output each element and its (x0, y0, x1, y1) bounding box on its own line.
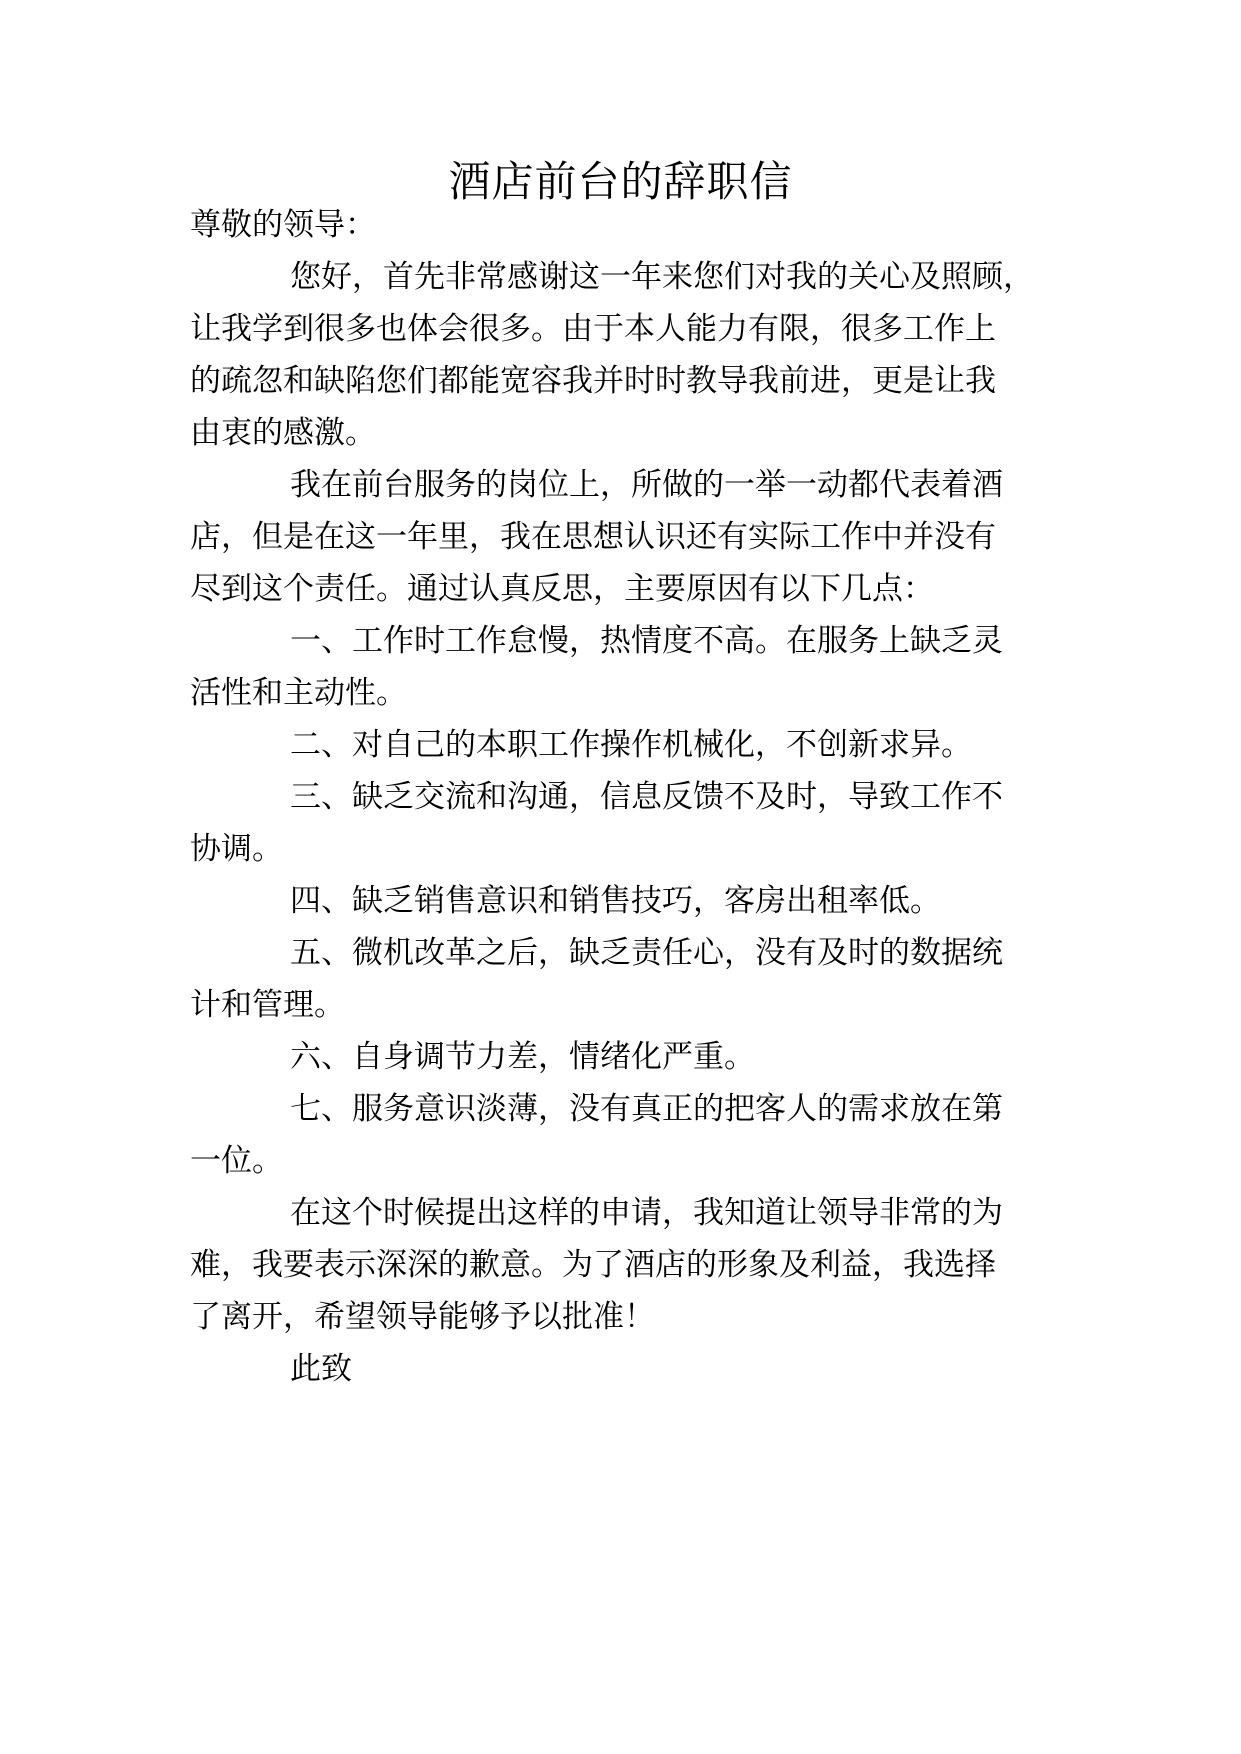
closing-line: 此致 (290, 1351, 352, 1387)
paragraph-line: 由衷的感激。 (190, 415, 376, 451)
list-item-line: 协调。 (190, 831, 283, 867)
list-item-line: 二、对自己的本职工作操作机械化，不创新求异。 (290, 727, 972, 763)
list-item-line: 六、自身调节力差，情绪化严重。 (290, 1039, 755, 1075)
list-item-line: 七、服务意识淡薄，没有真正的把客人的需求放在第 (290, 1091, 1003, 1127)
paragraph-line: 您好，首先非常感谢这一年来您们对我的关心及照顾， (290, 259, 1034, 295)
paragraph-line: 尽到这个责任。通过认真反思，主要原因有以下几点： (190, 571, 934, 607)
list-item-line: 计和管理。 (190, 987, 345, 1023)
list-item-line: 活性和主动性。 (190, 675, 407, 711)
paragraph-line: 在这个时候提出这样的申请，我知道让领导非常的为 (290, 1195, 1003, 1231)
paragraph-line: 难，我要表示深深的歉意。为了酒店的形象及利益，我选择 (190, 1247, 996, 1283)
list-item-line: 一、工作时工作怠慢，热情度不高。在服务上缺乏灵 (290, 623, 1003, 659)
paragraph-line: 了离开，希望领导能够予以批准！ (190, 1299, 655, 1335)
paragraph-line: 我在前台服务的岗位上，所做的一举一动都代表着酒 (290, 467, 1003, 503)
list-item-line: 三、缺乏交流和沟通，信息反馈不及时，导致工作不 (290, 779, 1003, 815)
document-title: 酒店前台的辞职信 (448, 157, 793, 206)
list-item-line: 四、缺乏销售意识和销售技巧，客房出租率低。 (290, 883, 941, 919)
paragraph-line: 的疏忽和缺陷您们都能宽容我并时时教导我前进，更是让我 (190, 363, 996, 399)
list-item-line: 一位。 (190, 1143, 283, 1179)
salutation: 尊敬的领导： (190, 207, 376, 243)
paragraph-line: 让我学到很多也体会很多。由于本人能力有限，很多工作上 (190, 311, 996, 347)
list-item-line: 五、微机改革之后，缺乏责任心，没有及时的数据统 (290, 935, 1003, 971)
paragraph-line: 店，但是在这一年里，我在思想认识还有实际工作中并没有 (190, 519, 996, 555)
